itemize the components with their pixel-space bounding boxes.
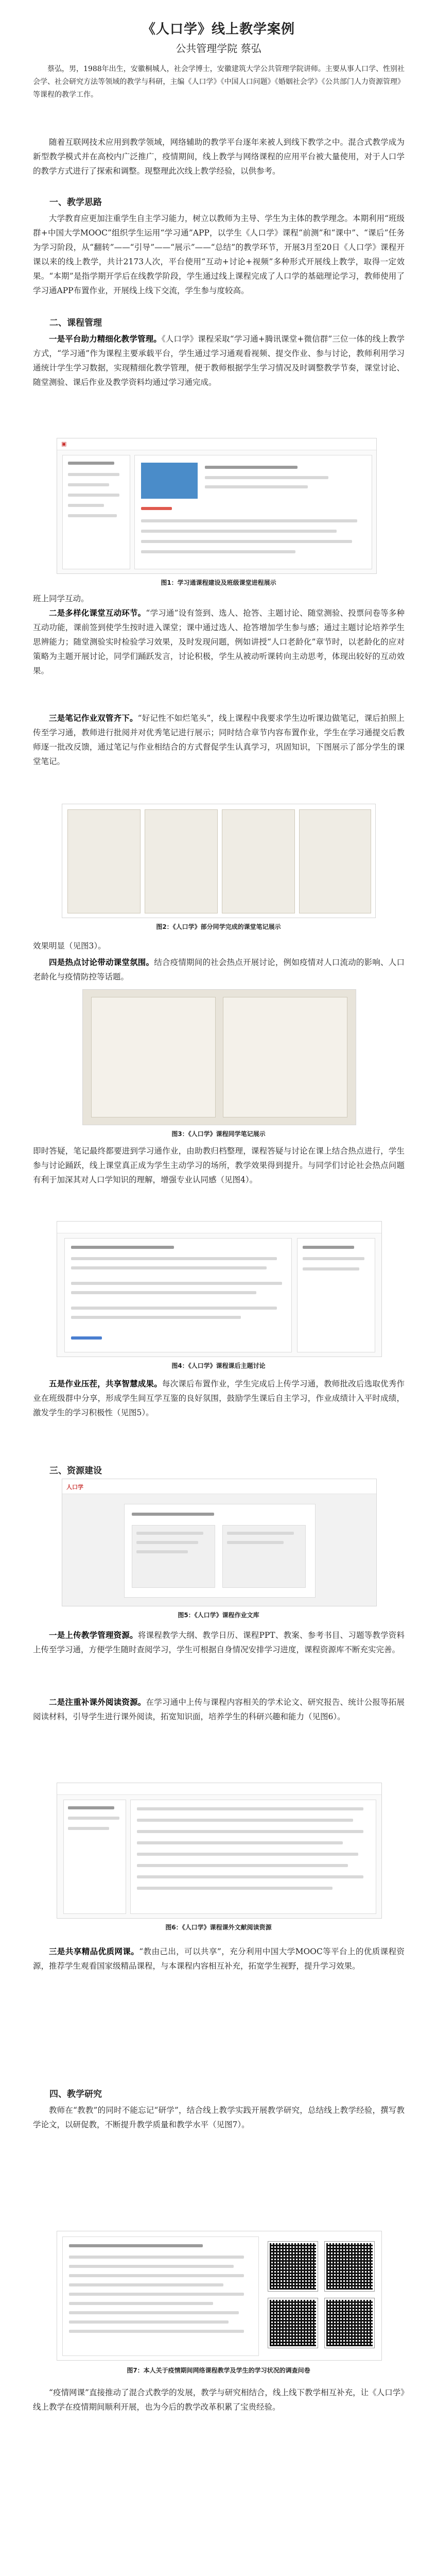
section-3-p2 (33, 1695, 405, 1724)
mock-sidebar (62, 455, 130, 569)
lead-phrase: 一是平台助力精细化教学管理。 (49, 334, 162, 344)
lead-phrase: 五是作业压茬，共享智慧成果。 (49, 1379, 162, 1388)
figure-7-survey (57, 2231, 382, 2361)
figure-4-caption: 图4：《人口学》课程课后主题讨论 (171, 1362, 266, 1369)
intro-text: 随着互联网技术应用到教学领域，网络辅助的教学平台逐年来被人到线下教学之中。混合式教学成为新型教学模式并在高校内广泛推广，疫情期间，线上教学与网络课程的应用平台被大量使用，对于人口学的教学方式进行了探索和调整。现整理此次线上教学经验，以供参考。 (33, 138, 405, 176)
section-4-text: 教师在“教教”的同时不能忘记“研学”，结合线上教学实践开展教学研究，总结线上教学经验，撰写教学论文，以研促教，不断提升教学质量和教学水平（见图7）。 (33, 2106, 405, 2129)
section-heading-1: 一、教学思路 (49, 197, 102, 208)
closing-text: “疫情网课”直接推动了混合式教学的发展，教学与研究相结合，线上线下教学相互补充，让《人口学》线上教学在疫情期间顺利开展，也为今后的教学改革积累了宝贵经验。 (33, 2388, 405, 2412)
section-4-body (33, 2103, 405, 2132)
figure-1-screenshot (57, 438, 377, 574)
mock-course-panel (134, 455, 372, 569)
section-2-p4 (33, 955, 405, 984)
section-heading-4: 四、教学研究 (49, 2089, 102, 2099)
section-2-p5-text: 每次课后布置作业，学生完成后上传学习通，教师批改后选取优秀作业在班级群中分享，形成学生间互学互鉴的良好氛围，鼓励学生课后自主学习，作业成绩计入平时成绩，激发学生的学习积极性（见图5）。 (33, 1379, 405, 1417)
section-1-text: 大学教育应更加注重学生自主学习能力，树立以教师为主导、学生为主体的教学理念。本期利用“班级群+中国大学MOOC”组织学生运用“学习通”APP，以学生《人口学》课程“前测”和“课中”、“课后”任务为学习阶段，从“翻转”——“引导”——“展示”——“总结”的教学环节，开展3月至20日《人口学》课程开课以来的线上教学，共计2173人次，平台使用“互动+讨论+视频”多种形式开展线上教学，取得一定效果。“本期”是指学期开学后在线教学阶段，学生通过线上课程完成了人口学的基础理论学习，教师使用了学习通APP布置作业，开展线上线下交流，学生参与度较高。 (33, 214, 405, 295)
lead-phrase: 三是笔记作业双管齐下。 (49, 713, 138, 723)
section-2-p1 (33, 332, 405, 389)
section-1-body (33, 211, 405, 298)
section-2-p3-text: “好记性不如烂笔头”，线上课程中我要求学生边听课边做笔记，课后拍照上传至学习通，教师进行批阅并对优秀笔记进行展示；同时结合章节内容布置作业，学生在学习通提交后教师逐一批改反馈，通过笔记与作业相结合的方式督促学生认真学习，巩固知识，下图展示了部分学生的课堂笔记。 (33, 714, 405, 766)
mock-topbar (57, 438, 376, 450)
closing-paragraph (33, 2385, 405, 2414)
lead-phrase: 四是热点讨论带动课堂氛围。 (49, 957, 154, 967)
section-3-p1 (33, 1628, 405, 1657)
figure-2-notes (62, 804, 376, 918)
qr-code-icon (325, 2298, 374, 2348)
article-title: 《人口学》线上教学案例 (142, 22, 295, 37)
section-2-p1-text: 《人口学》课程采取“学习通+腾讯课堂+微信群”三位一体的线上教学方式，“学习通”作为课程主要承载平台，学生通过学习通观看视频、提交作业、参与讨论，教师利用学习通统计学生学习数据，实现精细化教学管理，便于教师根据学生学习情况及时调整教学节奏，课堂讨论、随堂测验、课后作业及教学资料均通过学习通完成。 (33, 334, 405, 387)
section-2-p4-text: 结合疫情期间的社会热点开展讨论，例如疫情对人口流动的影响、人口老龄化与疫情防控等话题。 (33, 958, 405, 981)
intro-paragraph (33, 135, 405, 178)
author-bio: 蔡弘，男，1988年出生，安徽桐城人，社会学博士，安徽建筑大学公共管理学院讲师。主要从事人口学、性别社会学、社会研究方法等领域的教学与科研，主编《人口学》《中国人口问题》《婚姻社会学》《公共部门人力资源管理》等课程的教学工作。 (33, 65, 405, 99)
section-3-p2-text: 在学习通中上传与课程内容相关的学术论文、研究报告、统计公报等拓展阅读材料，引导学生进行课外阅读，拓宽知识面，培养学生的科研兴趣和能力（见图6）。 (33, 1698, 405, 1721)
article-subtitle: 公共管理学院 蔡弘 (176, 42, 261, 55)
section-heading-2: 二、课程管理 (49, 318, 102, 328)
figure-4-discussion (57, 1221, 382, 1357)
lead-phrase: 三是共享精品优质网课。 (49, 1946, 139, 1956)
figure-1-caption: 图1：学习通课程建设及班级课堂进程展示 (161, 579, 276, 586)
figure-5-caption: 图5：《人口学》课程作业文库 (178, 1612, 259, 1619)
figure-6-caption: 图6：《人口学》课程课外文献阅读资源 (165, 1924, 272, 1931)
section-2-p5 (33, 1377, 405, 1420)
qr-code-icon (268, 2298, 318, 2348)
figure-2-caption: 图2：《人口学》部分同学完成的课堂笔记展示 (156, 923, 281, 930)
lead-phrase: 一是上传教学管理资源。 (49, 1630, 138, 1640)
figure-3-photo (82, 989, 356, 1125)
figure-6-reading (57, 1783, 382, 1919)
figure-3-caption: 图3：《人口学》课程同学笔记展示 (171, 1130, 266, 1138)
section-3-p3 (33, 1944, 405, 1973)
lead-phrase: 二是注重补课外阅读资源。 (49, 1697, 146, 1707)
section-2-p3-tail (33, 939, 405, 953)
carryover-text: 班上同学互动。 (33, 594, 89, 603)
app-logo: ▣ (61, 440, 67, 447)
section-2-p2 (33, 591, 405, 678)
section-2-p4b-text: 即时答疑，笔记最终都要进到学习通作业，由助教归档整理，课程答疑与讨论在课上结合热点进行，学生参与讨论踊跃，线上课堂真正成为学生主动学习的场所，教学效果得到提升。与同学们讨论社会热点问题有利于加深其对人口学知识的理解，增强专业认同感（见图4）。 (33, 1146, 405, 1184)
figure-7-caption: 图7：本人关于疫情期间网络课程教学及学生的学习状况的调查问卷 (127, 2367, 310, 2374)
qr-code-icon (325, 2242, 374, 2291)
lead-phrase: 二是多样化课堂互动环节。 (49, 608, 146, 618)
qr-code-icon (268, 2242, 318, 2291)
section-2-p4b (33, 1144, 405, 1187)
section-heading-3: 三、资源建设 (49, 1466, 102, 1476)
section-3-p1-text: 将课程教学大纲、教学日历、课程PPT、教案、参考书目、习题等教学资料上传至学习通，方便学生随时查阅学习，学生可根据自身情况安排学习进度，课程资源库不断充实完善。 (33, 1631, 405, 1654)
carryover-text: 效果明显（见图3）。 (33, 941, 106, 951)
section-2-p3 (33, 711, 405, 769)
section-3-p3-text: “教由己出，可以共享”，充分利用中国大学MOOC等平台上的优质课程资源，推荐学生观看国家级精品课程，与本课程内容相互补充，拓宽学生视野，提升学习效果。 (33, 1947, 405, 1971)
section-2-p2-text: “学习通”设有签到、选人、抢答、主题讨论、随堂测验、投票问卷等多种互动功能，课前签到使学生按时进入课堂；课中通过选人、抢答增加学生参与感；通过主题讨论培养学生思辨能力；随堂测验实时检验学习效果，及时发现问题，例如讲授“人口老龄化”章节时，以老龄化的应对策略为主题开展讨论，同学们踊跃发言，讨论积极，学生从被动听课转向主动思考，体现出较好的互动效果。 (33, 608, 405, 675)
figure-5-library: 人口学 (62, 1479, 377, 1606)
